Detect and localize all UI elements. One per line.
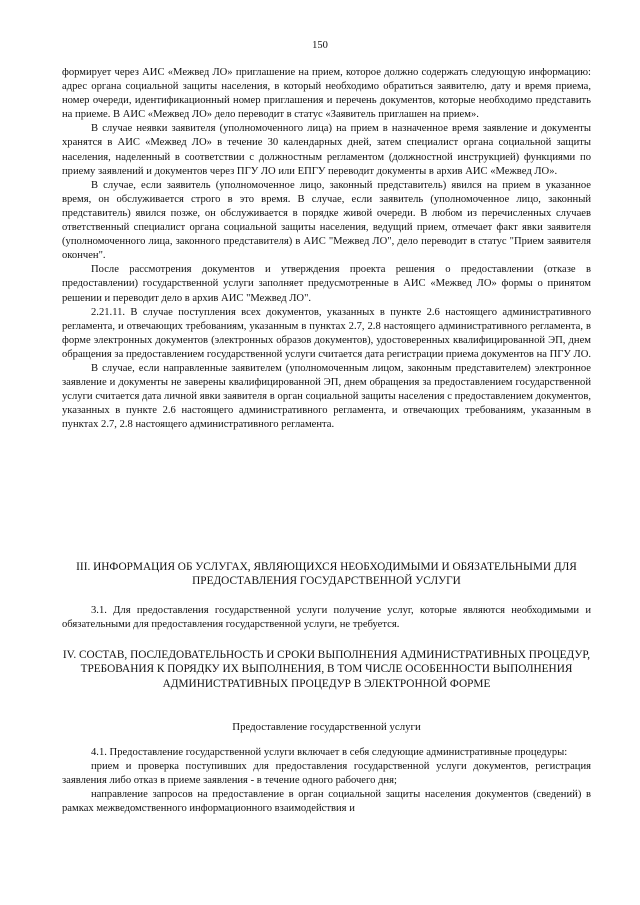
paragraph: В случае, если заявитель (уполномоченное лицо, законный представитель) явился на прием в указанное время, он обслуживается строго в это время. В случае, если заявитель (уполномоченное лицо, законный представитель) явился позже, он обслуживается в порядке живой очереди. В любом из перечисленных случаев ответственный специалист органа социальной защиты населения, ведущий прием, отмечает факт явки заявителя (уполномоченного лица, законного представителя) в АИС "Межвед ЛО", дело переводит в статус "Прием заявителя окончен". xyxy=(62,179,591,262)
text-block-section-3 xyxy=(62,604,591,632)
page-number: 150 xyxy=(312,40,328,51)
text-block-2 xyxy=(62,746,591,816)
paragraph: направление запросов на предоставление в орган социальной защиты населения документов (сведений) в рамках межведомственного информационного взаимодействия и xyxy=(62,789,591,815)
paragraph: 3.1. Для предоставления государственной услуги получение услуг, которые являются необходимыми и обязательными для предоставления государственной услуги, не требуется. xyxy=(62,605,591,631)
paragraph: В случае, если направленные заявителем (уполномоченным лицом, законным представителем) электронное заявление и документы не заверены квалифицированной ЭП, днем обращения за предоставлением государственной услуги считается дата личной явки заявителя в орган социальной защиты населения с предоставлением документов, указанных в пункте 2.6 настоящего административного регламента, и отвечающих требованиям, указанным в пунктах 2.7, 2.8 настоящего административного регламента. xyxy=(62,362,591,431)
paragraph: формирует через АИС «Межвед ЛО» приглашение на прием, которое должно содержать следующую информацию: адрес органа социальной защиты населения, в который необходимо обратиться заявителю, дату и время приема, номер очереди, идентификационный номер приглашения и перечень документов, которые необходимо представить на приеме. В АИС «Межвед ЛО» дело переводит в статус «Заявитель приглашен на прием». xyxy=(62,67,591,121)
text-block-1 xyxy=(62,66,591,432)
paragraph: 4.1. Предоставление государственной услуги включает в себя следующие административные процедуры: xyxy=(91,747,568,758)
paragraph: После рассмотрения документов и утверждения проекта решения о предоставлении (отказе в предоставлении) государственной услуги заполняет предусмотренные в АИС «Межвед ЛО» формы о принятом решении и переводит дело в архив АИС "Межвед ЛО". xyxy=(62,264,591,304)
paragraph: 2.21.11. В случае поступления всех документов, указанных в пункте 2.6 настоящего административного регламента, и отвечающих требованиям, указанным в пунктах 2.7, 2.8 настоящего административного регламента, в форме электронных документов (электронных образов документов), удостоверенных квалифицированной ЭП, днем обращения за предоставлением государственной услуги считается дата регистрации приема документов на ПГУ ЛО. xyxy=(62,306,592,360)
subsection-heading: Предоставление государственной услуги xyxy=(232,721,421,733)
paragraph: В случае неявки заявителя (уполномоченного лица) на прием в назначенное время заявление и документы хранятся в АИС «Межвед ЛО» в течение 30 календарных дней, затем специалист органа социальной защиты населения, наделенный в соответствии с должностным регламентом (должностной инструкцией) функциями по приему заявлений и документов через ПГУ ЛО или ЕПГУ переводит документы в архив АИС «Межвед ЛО». xyxy=(62,123,591,177)
paragraph: прием и проверка поступивших для предоставления государственной услуги документов, регистрация заявления либо отказ в приеме заявления - в течение одного рабочего дня; xyxy=(62,761,591,787)
section-heading-3: III. ИНФОРМАЦИЯ ОБ УСЛУГАХ, ЯВЛЯЮЩИХСЯ НЕОБХОДИМЫМИ И ОБЯЗАТЕЛЬНЫМИ ДЛЯ ПРЕДОСТАВЛЕНИЯ ГОСУДАРСТВЕННОЙ УСЛУГИ xyxy=(76,561,577,588)
section-heading-4: IV. СОСТАВ, ПОСЛЕДОВАТЕЛЬНОСТЬ И СРОКИ ВЫПОЛНЕНИЯ АДМИНИСТРАТИВНЫХ ПРОЦЕДУР, ТРЕБОВАНИЯ К ПОРЯДКУ ИХ ВЫПОЛНЕНИЯ, В ТОМ ЧИСЛЕ ОСОБЕННОСТИ ВЫПОЛНЕНИЯ АДМИНИСТРАТИВНЫХ ПРОЦЕДУР В ЭЛЕКТРОННОЙ ФОРМЕ xyxy=(62,649,591,690)
